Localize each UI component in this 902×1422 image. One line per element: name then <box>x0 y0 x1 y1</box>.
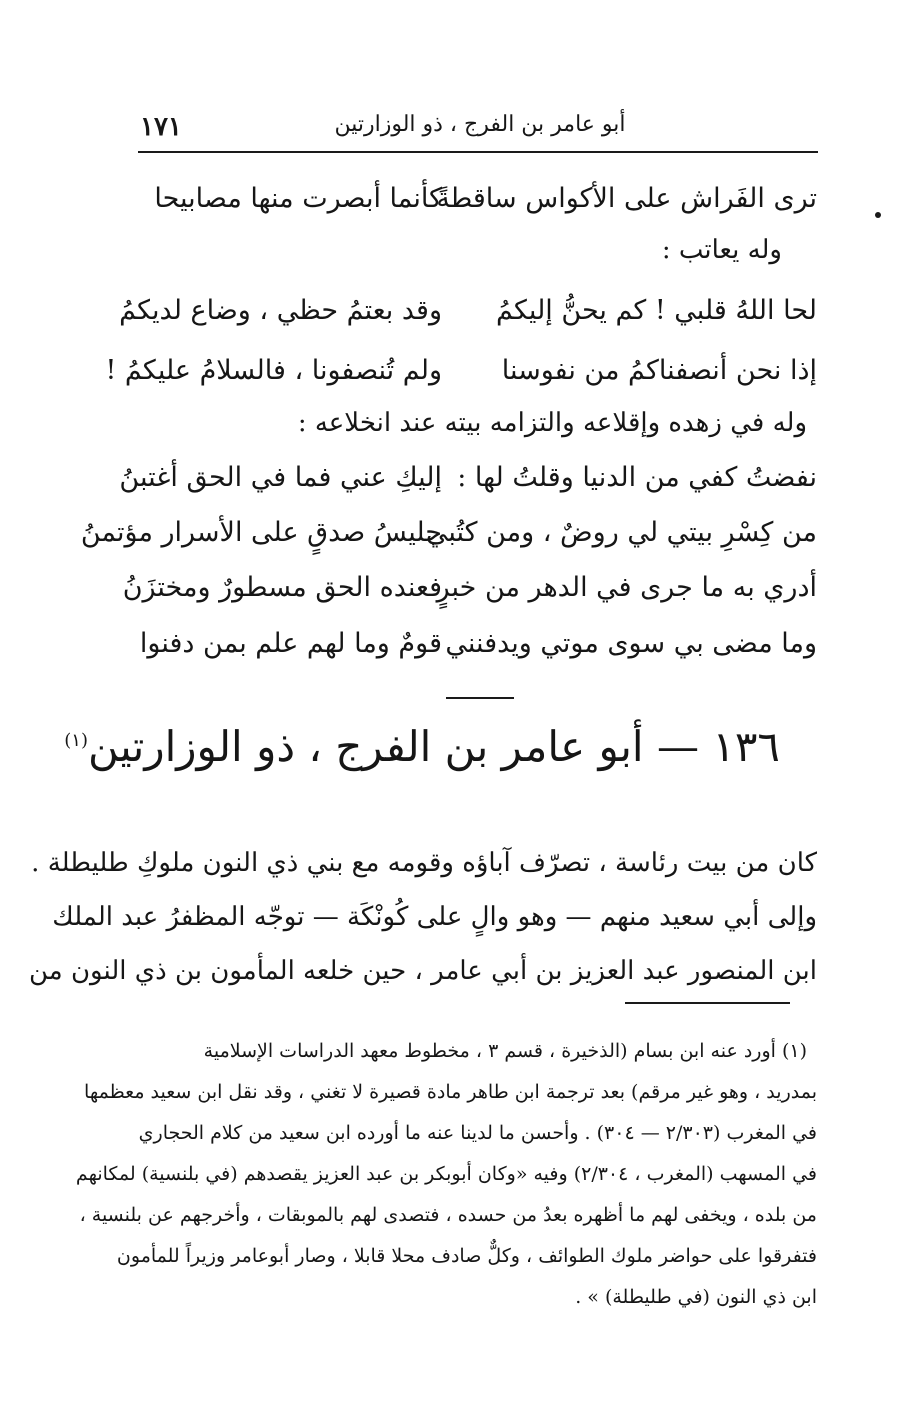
page-number: ١٧١ <box>140 112 182 142</box>
footnote-line: في المسهب (المغرب ، ٢/٣٠٤) وفيه «وكان أبوبكر بن عبد العزيز يقصدهم (في بلنسية) لمكانهم <box>75 1163 817 1185</box>
footnote-line: من بلده ، ويخفى لهم ما أظهره بعدُ من حسده ، فتصدى لهم بالموبقات ، وأخرجهم عن بلنسية ، <box>79 1204 817 1226</box>
verse-hemistich-left: فعنده الحق مسطورٌ ومختزَنُ <box>122 572 442 603</box>
verse-hemistich-left: قومٌ وما لهم علم بمن دفنوا <box>139 628 442 659</box>
footnote-reference: (١) <box>64 730 88 751</box>
verse-hemistich-right: من كِسْرِ بيتي لي روضٌ ، ومن كتُبي <box>425 517 817 548</box>
body-line: ابن المنصور عبد العزيز بن أبي عامر ، حين خلعه المأمون بن ذي النون من <box>28 956 817 986</box>
footnote-line: ابن ذي النون (في طليطلة) » . <box>575 1286 817 1308</box>
poem-intro: وله في زهده وإقلاعه والتزامه بيته عند انخلاعه : <box>297 408 807 438</box>
verse-hemistich-left: كأنما أبصرت منها مصابيحا <box>154 183 442 214</box>
section-title: ١٣٦ — أبو عامر بن الفرج ، ذو الوزارتين <box>87 722 780 771</box>
header-divider <box>138 151 818 153</box>
body-line: كان من بيت رئاسة ، تصرّف آباؤه وقومه مع بني ذي النون ملوكِ طليطلة . <box>31 848 817 878</box>
footnote-line: (١) أورد عنه ابن بسام (الذخيرة ، قسم ٣ ، مخطوط معهد الدراسات الإسلامية <box>203 1040 807 1062</box>
footnote-line: فتفرقوا على حواضر ملوك الطوائف ، وكلٌّ صادف محلا قابلا ، وصار أبوعامر وزيراً للمأمون <box>116 1245 817 1267</box>
verse-hemistich-right: ترى الفَراش على الأكواس ساقطةً <box>436 183 817 214</box>
footnote-line: بمدريد ، وهو غير مرقم) بعد ترجمة ابن طاهر مادة قصيرة لا تغني ، وقد نقل ابن سعيد معظمها <box>84 1081 817 1103</box>
verse-hemistich-left: جليسُ صدقٍ على الأسرار مؤتمنُ <box>80 517 442 548</box>
verse-hemistich-right: نفضتُ كفي من الدنيا وقلتُ لها : <box>457 462 817 493</box>
section-divider <box>446 697 514 699</box>
poem-intro: وله يعاتب : <box>661 235 782 265</box>
verse-hemistich-left: إليكِ عني فما في الحق أغتبنُ <box>119 462 442 493</box>
verse-hemistich-left: وقد بعتمُ حظي ، وضاع لديكمُ <box>119 295 442 326</box>
verse-hemistich-right: إذا نحن أنصفناكمُ من نفوسنا <box>501 355 817 386</box>
verse-hemistich-right: لحا اللهُ قلبي ! كم يحنُّ إليكمُ <box>496 295 817 326</box>
footnote-line: في المغرب (٢/٣٠٣ — ٣٠٤) . وأحسن ما لدينا عنه ما أورده ابن سعيد من كلام الحجاري <box>138 1122 817 1144</box>
running-title: أبو عامر بن الفرج ، ذو الوزارتين <box>334 112 626 137</box>
footnote-divider <box>625 1002 790 1004</box>
verse-hemistich-right: وما مضى بي سوى موتي ويدفنني <box>445 628 817 659</box>
verse-hemistich-left: ولم تُنصفونا ، فالسلامُ عليكمُ ! <box>105 355 442 386</box>
body-line: وإلى أبي سعيد منهم — وهو والٍ على كُونْكَة — توجّه المظفرُ عبد الملك <box>52 902 817 932</box>
margin-mark <box>875 212 881 218</box>
section-heading <box>64 722 780 771</box>
verse-hemistich-right: أدري به ما جرى في الدهر من خبرٍ <box>436 572 817 603</box>
